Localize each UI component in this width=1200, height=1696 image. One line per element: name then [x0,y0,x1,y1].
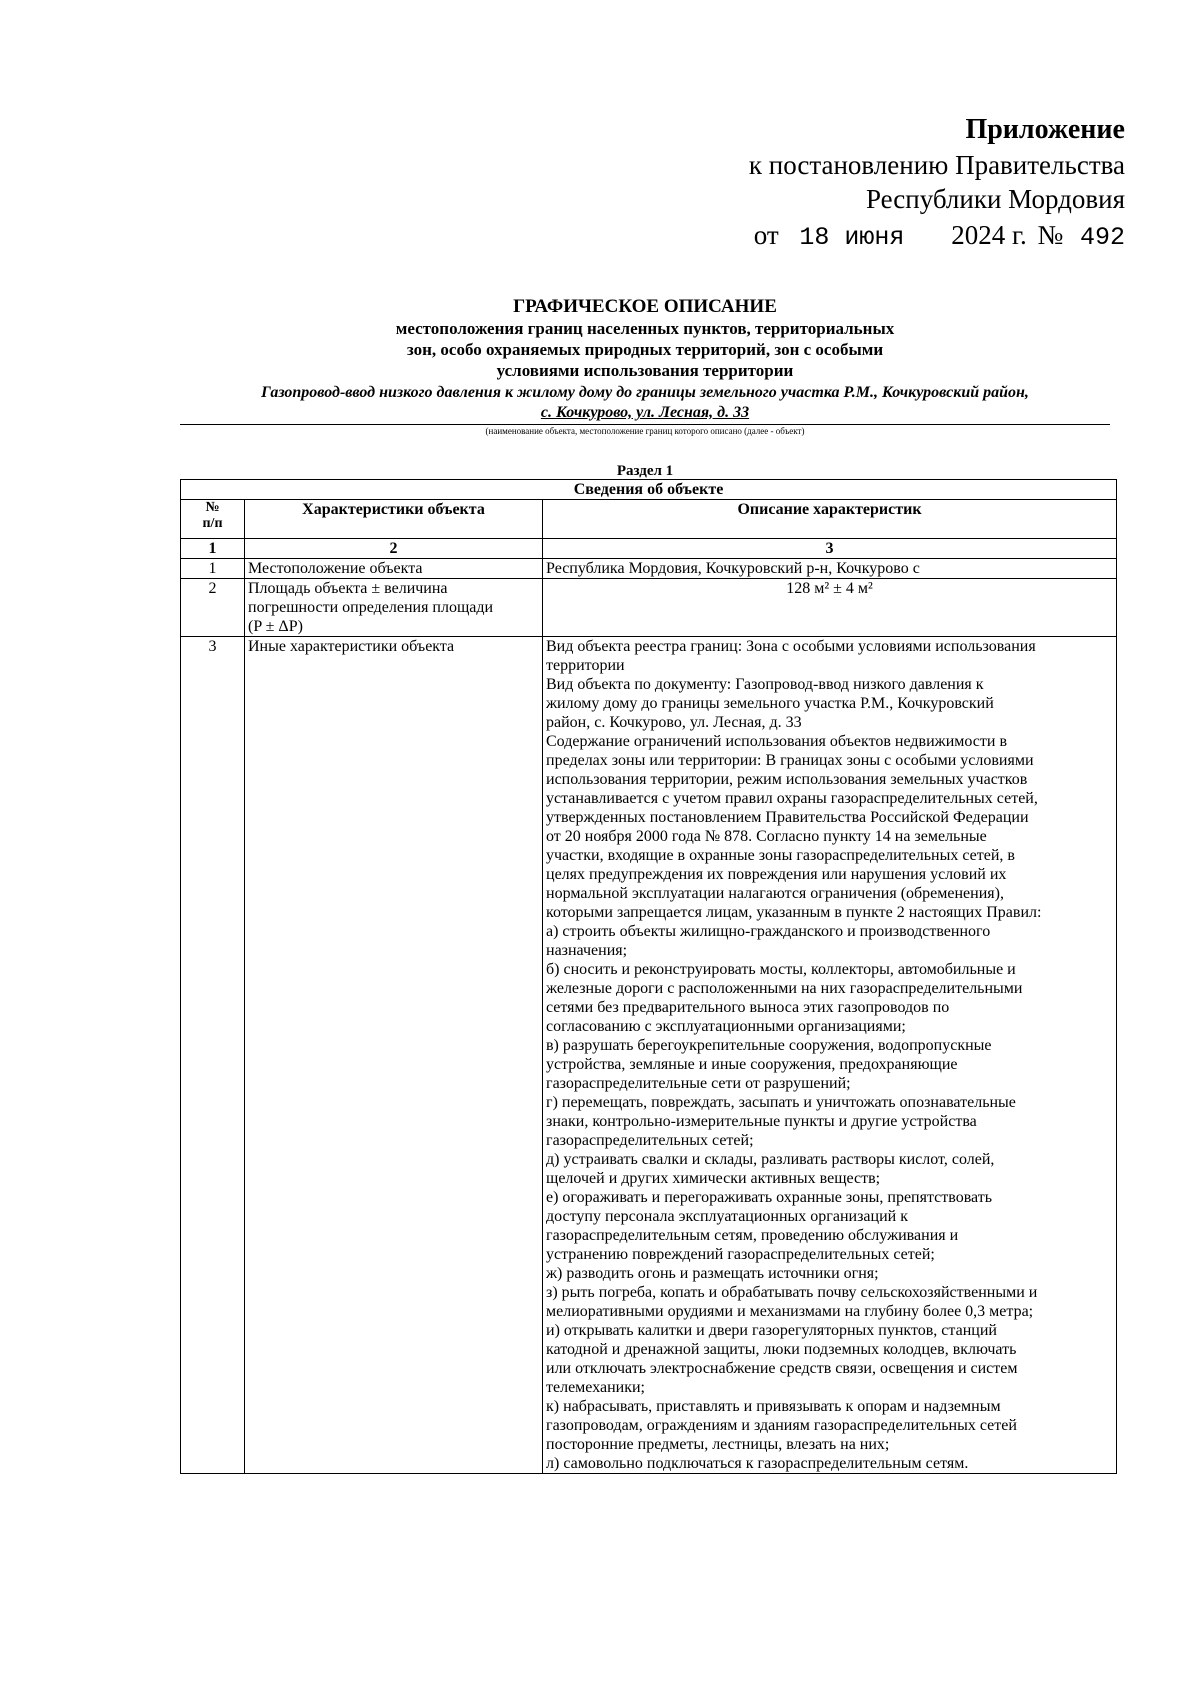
row-characteristic [245,579,543,637]
object-name-underline [180,424,1110,425]
characteristic-line: (P ± ΔP) [248,618,303,635]
row-number: 1 [181,559,245,579]
description-line: г) перемещать, повреждать, засыпать и уничтожать опознавательные [546,1094,1016,1111]
appendix-line-1: к постановлению Правительства [748,150,1125,180]
header-num [181,500,245,539]
description-line: территории [546,657,625,674]
description-line: газораспределительные сети от разрушений; [546,1075,851,1092]
characteristic-line: Иные характеристики объекта [248,638,455,655]
characteristic-line: погрешности определения площади [248,599,494,616]
characteristic-line: Площадь объекта ± величина [248,580,448,597]
description-line: щелочей и других химически активных веществ; [546,1170,881,1187]
table-caption-row [181,480,1117,500]
row-number: 2 [181,579,245,637]
header-num-line-2: п/п [202,516,223,531]
row-characteristic [245,559,543,579]
description-line: газораспределительных сетей; [546,1132,754,1149]
appendix-title: Приложение [965,114,1125,145]
date-prefix: от [753,220,779,250]
description-line: устанавливается с учетом правил охраны газораспределительных сетей, [546,790,1038,807]
object-name-line-1: Газопровод-ввод низкого давления к жилому дому до границы земельного участка Р.М., Кочкуровский район, [261,384,1029,401]
description-line: Содержание ограничений использования объектов недвижимости в [546,733,1007,750]
header-description: Описание характеристик [543,500,1117,539]
table-caption: Сведения об объекте [181,480,1117,500]
description-line: ж) разводить огонь и размещать источники огня; [546,1265,879,1282]
object-name [180,383,1110,423]
description-line: железные дороги с расположенными на них газораспределительными [546,980,1023,997]
description-line: целях предупреждения их повреждения или нарушения условий их [546,866,1007,883]
description-line: к) набрасывать, приставлять и привязывать к опорам и надземным [546,1398,1001,1415]
date-value: 18 июня [799,223,905,252]
description-line: район, с. Кочкурово, ул. Лесная, д. 33 [546,714,802,731]
description-line: б) сносить и реконструировать мосты, коллекторы, автомобильные и [546,961,1016,978]
header-characteristics: Характеристики объекта [245,500,543,539]
row-characteristic [245,637,543,1474]
description-line: телемеханики; [546,1379,645,1396]
table-header-row [181,500,1117,539]
description-line: е) огораживать и перегораживать охранные зоны, препятствовать [546,1189,993,1206]
date-year: 2024 г. [951,220,1027,250]
description-line: нормальной эксплуатации налагаются ограничения (обременения), [546,885,1004,902]
table-row [181,637,1117,1474]
document-title: ГРАФИЧЕСКОЕ ОПИСАНИЕ [513,296,777,317]
characteristic-line: Местоположение объекта [248,560,423,577]
column-number-row [181,539,1117,559]
document-subtitle-1: местоположения границ населенных пунктов, территориальных [395,319,895,338]
row-description [543,559,1117,579]
description-line: от 20 ноября 2000 года № 878. Согласно пункту 14 на земельные [546,828,987,845]
description-line: Вид объекта по документу: Газопровод-ввод низкого давления к [546,676,984,693]
description-line: знаки, контрольно-измерительные пункты и другие устройства [546,1113,977,1130]
object-name-line-2: с. Кочкурово, ул. Лесная, д. 33 [540,404,750,421]
description-line: посторонние предметы, лестницы, влезать на них; [546,1436,890,1453]
description-line: в) разрушать берегоукрепительные сооружения, водопропускные [546,1037,992,1054]
object-info-table [180,479,1117,1474]
column-number: 3 [543,539,1117,559]
description-line: Вид объекта реестра границ: Зона с особыми условиями использования [546,638,1036,655]
column-number: 1 [181,539,245,559]
description-line: д) устраивать свалки и склады, разливать растворы кислот, солей, [546,1151,995,1168]
title-block [180,296,1110,437]
description-line: 128 м² ± 4 м² [786,580,873,597]
appendix-header [749,112,1125,255]
description-line: мелиоративными орудиями и механизмами на глубину более 0,3 метра; [546,1303,1034,1320]
table-row [181,559,1117,579]
description-line: устройства, земляные и иные сооружения, предохраняющие [546,1056,958,1073]
description-line: согласованию с эксплуатационными организациями; [546,1018,906,1035]
description-line: л) самовольно подключаться к газораспределительным сетям. [546,1455,969,1472]
document-subtitle-3: условиями использования территории [496,361,794,380]
appendix-date-line [749,218,1125,255]
description-line: использования территории, режим использования земельных участков [546,771,1028,788]
description-line: доступу персонала эксплуатационных организаций к [546,1208,908,1225]
description-line: или отключать электроснабжение средств связи, освещения и систем [546,1360,1018,1377]
description-line: устранению повреждений газораспределительных сетей; [546,1246,935,1263]
column-number: 2 [245,539,543,559]
description-line: з) рыть погреба, копать и обрабатывать почву сельскохозяйственными и [546,1284,1038,1301]
description-line: катодной и дренажной защиты, люки подземных колодцев, включать [546,1341,1017,1358]
document-number: 492 [1079,223,1125,252]
description-line: которыми запрещается лицам, указанным в пункте 2 настоящих Правил: [546,904,1042,921]
header-num-line-1: № [205,500,220,515]
row-description [543,637,1117,1474]
object-name-caption: (наименование объекта, местоположение границ которого описано (далее - объект) [485,426,805,436]
description-line: и) открывать калитки и двери газорегуляторных пунктов, станций [546,1322,997,1339]
document-subtitle-2: зон, особо охраняемых природных территорий, зон с особыми [406,340,884,359]
description-line: Республика Мордовия, Кочкуровский р-н, Кочкурово с [546,560,920,577]
number-sign: № [1037,220,1064,250]
description-line: жилому дому до границы земельного участка Р.М., Кочкуровский [546,695,994,712]
description-line: утвержденных постановлением Правительства Российской Федерации [546,809,1029,826]
row-number: 3 [181,637,245,1474]
description-line: сетями без предварительного выноса этих газопроводов по [546,999,950,1016]
description-line: а) строить объекты жилищно-гражданского и производственного [546,923,991,940]
description-line: пределах зоны или территории: В границах зоны с особыми условиями [546,752,1034,769]
appendix-line-2: Республики Мордовия [865,184,1125,214]
description-line: назначения; [546,942,628,959]
table-row [181,579,1117,637]
row-description [543,579,1117,637]
section-label: Раздел 1 [616,463,674,479]
description-line: газораспределительным сетям, проведению обслуживания и [546,1227,959,1244]
description-line: газопроводам, ограждениям и зданиям газораспределительных сетей [546,1417,1017,1434]
description-line: участки, входящие в охранные зоны газораспределительных сетей, в [546,847,1015,864]
